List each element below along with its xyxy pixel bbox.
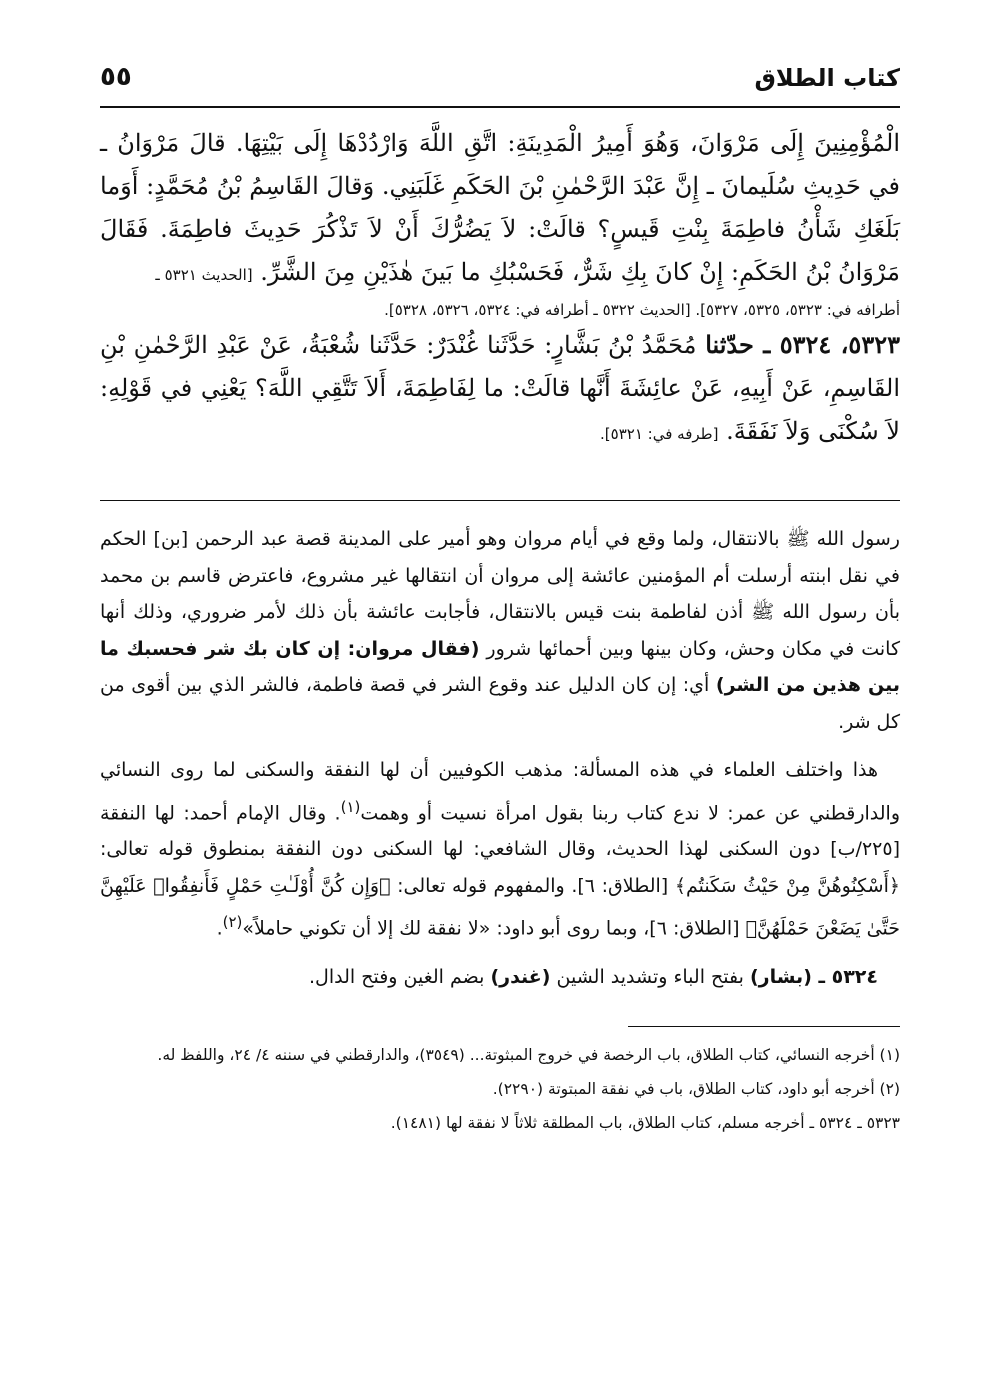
commentary-text: رسول الله ﷺ بالانتقال، ولما وقع في أيام مروان وهو أمير على المدينة قصة عبد الرحمن [بن] الحكم في نقل ابنته أرسلت أم المؤمنين عائشة إلى مروان أن انتقالها غير مشروع، فاعترض قاسم بن محمد بأن رسول الله ﷺ أذن لفاطمة بنت قيس بالانتقال، فأجابت عائشة بأن ذلك لأمر ضروري، وذلك أنها كانت في مكان وحش، وكان بينها وبين أحمائها شرور bbox=[100, 528, 901, 660]
commentary-paragraph bbox=[100, 959, 900, 996]
page bbox=[100, 60, 900, 1137]
hadith-reference: [الحديث ٥٣٢١ ـ bbox=[155, 266, 253, 284]
commentary-text: أي: إن كان الدليل عند وقوع الشر في قصة فاطمة، فالشر الذي بين أقوى من كل شر. bbox=[100, 674, 900, 733]
commentary-text: . bbox=[216, 917, 223, 940]
footnote-marker[interactable]: (١) bbox=[340, 797, 361, 816]
commentary-text: . وقال الإمام أحمد: لها النفقة [٢٢٥/ب] دون السكنى لهذا الحديث، وقال الشافعي: لها السكنى دون النفقة بمنطوق قوله تعالى: ﴿أَسْكِنُوهُنَّ مِنْ حَيْثُ سَكَنتُم﴾ [الطلاق: ٦]. والمفهوم قوله تعالى: ﴿وَإِن كُنَّ أُوْلَـٰتِ حَمْلٍ فَأَنفِقُوا۟ عَلَيْهِنَّ حَتَّىٰ يَضَعْنَ حَمْلَهُنَّ﴾ [الطلاق: ٦]، وبما روى أبو داود: «لا نفقة لك إلا أن تكوني حاملاً» bbox=[100, 801, 900, 940]
commentary-text: هذا واختلف العلماء في هذه المسألة: مذهب الكوفيين أن لها النفقة والسكنى لما روى النسائي والدارقطني عن عمر: لا ندع كتاب ربنا بقول امرأة نسيت أو وهمت bbox=[100, 759, 900, 824]
hadith-number: ٥٣٢٣، ٥٣٢٤ ـ حدّثنا bbox=[705, 330, 900, 359]
section-divider bbox=[100, 500, 900, 501]
hadith-reference: [طرفه في: ٥٣٢١]. bbox=[600, 425, 719, 443]
footnote-divider bbox=[628, 1026, 900, 1027]
commentary-text: بضم الغين وفتح الدال. bbox=[309, 966, 485, 989]
footnote-item: ٥٣٢٣ ـ ٥٣٢٤ ـ أخرجه مسلم، كتاب الطلاق، باب المطلقة ثلاثاً لا نفقة لها (١٤٨١). bbox=[390, 1113, 900, 1132]
footnote-item: (٢) أخرجه أبو داود، كتاب الطلاق، باب في نفقة المبتوتة (٢٢٩٠). bbox=[492, 1079, 900, 1098]
hadith-paragraph bbox=[100, 323, 900, 456]
page-header bbox=[100, 60, 900, 108]
book-title: كتاب الطلاق bbox=[754, 64, 900, 92]
commentary-paragraph bbox=[100, 752, 900, 947]
page-number: ٥٥ bbox=[100, 62, 132, 92]
hadith-body: الْمُؤْمِنِينَ إِلَى مَرْوَانَ، وَهُوَ أَمِيرُ الْمَدِينَةِ: اتَّقِ اللَّهَ وَارْدُدْهَا إِلَى بَيْتِهَا. قالَ مَرْوَانُ ـ في حَدِيثِ سُلَيمانَ ـ إِنَّ عَبْدَ الرَّحْمٰنِ بْنَ الحَكَمِ غَلَبَنِي. وَقالَ القَاسِمُ بْنُ مُحَمَّدٍ: أَوَما بَلَغَكِ شَأْنُ فاطِمَةَ بِنْتِ قَيسٍ؟ قالَتْ: لاَ يَضُرُّكَ أَنْ لاَ تَذْكُرَ حَدِيثَ فاطِمَةَ. فَقَالَ مَرْوَانُ بْنُ الحَكَمِ: إِنْ كانَ بِكِ شَرٌّ، فَحَسْبُكِ ما بَينَ هٰذَيْنِ مِنَ الشَّرِّ. bbox=[100, 129, 900, 286]
commentary bbox=[100, 521, 900, 996]
commentary-text: بفتح الباء وتشديد الشين bbox=[556, 966, 744, 989]
footnote-marker[interactable]: (٢) bbox=[222, 913, 243, 932]
hadith-text bbox=[100, 122, 900, 456]
commentary-paragraph bbox=[100, 521, 900, 740]
commentary-quote: (فقال مروان: إن كان بك شر فحسبك ما بين هذين من الشر) bbox=[100, 637, 900, 696]
hadith-paragraph bbox=[100, 122, 900, 297]
hadith-body: مُحَمَّدُ بْنُ بَشَّارٍ: حَدَّثَنا غُنْدَرٌ: حَدَّثَنا شُعْبَةُ، عَنْ عَبْدِ الرَّحْمٰنِ بْنِ القَاسِمِ، عَنْ أَبِيهِ، عَنْ عائِشَةَ أَنَّها قالَتْ: ما لِفَاطِمَةَ، أَلاَ تَتَّقِي اللَّهَ؟ يَعْنِي في قَوْلِهِ: لاَ سُكْنَى وَلاَ نَفَقَةَ. bbox=[100, 331, 900, 445]
footnotes bbox=[100, 1041, 900, 1137]
hadith-atraf: أطرافه في: ٥٣٢٣، ٥٣٢٥، ٥٣٢٧]. [الحديث ٥٣٢٢ ـ أطرافه في: ٥٣٢٤، ٥٣٢٦، ٥٣٢٨]. bbox=[384, 301, 900, 319]
footnote-item: (١) أخرجه النسائي، كتاب الطلاق، باب الرخصة في خروج المبثوتة... (٣٥٤٩)، والدارقطني في سننه ٤/ ٢٤، واللفظ له. bbox=[157, 1045, 900, 1064]
commentary-quote: ٥٣٢٤ ـ (بشار) bbox=[749, 966, 878, 989]
commentary-quote: (غندر) bbox=[490, 966, 551, 989]
